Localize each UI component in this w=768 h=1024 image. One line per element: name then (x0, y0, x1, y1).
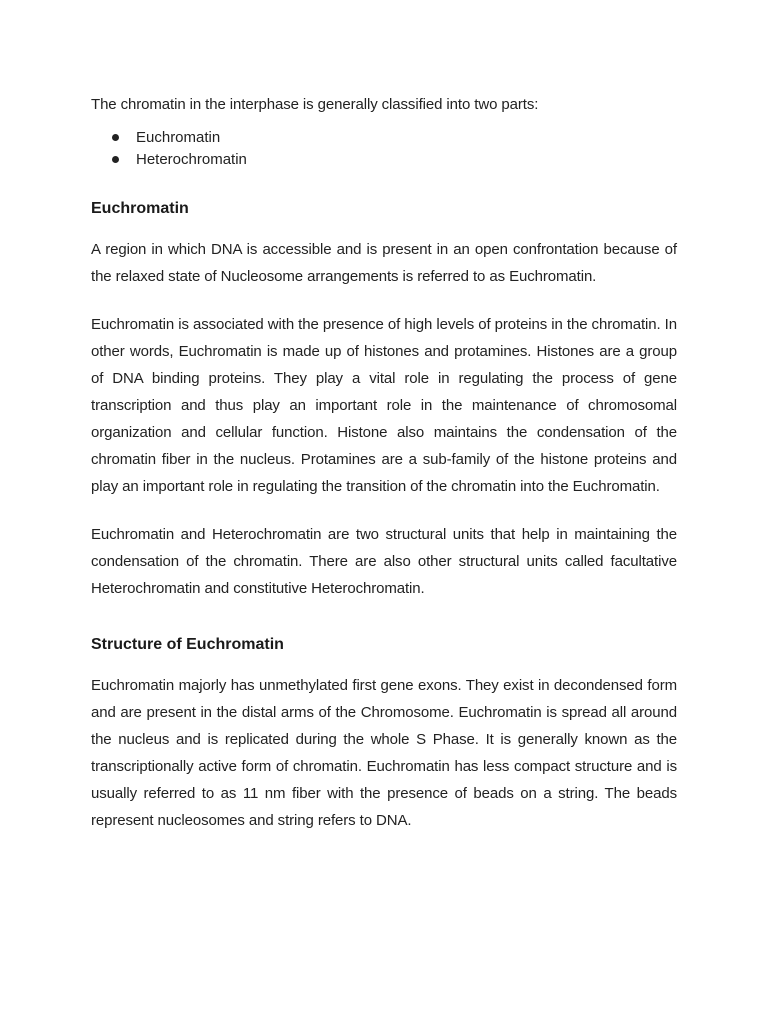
paragraph: A region in which DNA is accessible and is present in an open confrontation because of the relaxed state of Nucleosome arrangements is referred to as Euchromatin. (91, 241, 677, 285)
paragraph: Euchromatin majorly has unmethylated first gene exons. They exist in decondensed form and are present in the distal arms of the Chromosome. Euchromatin is spread all around the nucleus and is replicated during the whole S Phase. It is generally known as the transcriptionally active form of chromatin. Euchromatin has less compact structure and is usually referred to as 11 nm fiber with the presence of beads on a string. The beads represent nucleosomes and string refers to DNA. (91, 677, 677, 829)
section-heading-euchromatin: Euchromatin (91, 200, 189, 217)
paragraph: Euchromatin is associated with the presence of high levels of proteins in the chromatin. In other words, Euchromatin is made up of histones and protamines. Histones are a group of DNA binding proteins. They play a vital role in regulating the process of gene transcription and thus play an important role in the maintenance of chromosomal organization and cellular function. Histone also maintains the condensation of the chromatin fiber in the nucleus. Protamines are a sub-family of the histone proteins and play an important role in regulating the transition of the chromatin into the Euchromatin. (91, 316, 677, 495)
bullet-list (91, 127, 677, 171)
bullet-icon (112, 134, 119, 141)
list-item (91, 149, 677, 171)
intro-text: The chromatin in the interphase is generally classified into two parts: (91, 96, 539, 113)
paragraph: Euchromatin and Heterochromatin are two structural units that help in maintaining the condensation of the chromatin. There are also other structural units called facultative Heterochromatin and constitutive Heterochromatin. (91, 526, 677, 597)
section-heading-structure: Structure of Euchromatin (91, 636, 284, 653)
bullet-icon (112, 156, 119, 163)
list-item-label: Euchromatin (136, 129, 221, 146)
list-item (91, 127, 677, 149)
list-item-label: Heterochromatin (136, 151, 247, 168)
